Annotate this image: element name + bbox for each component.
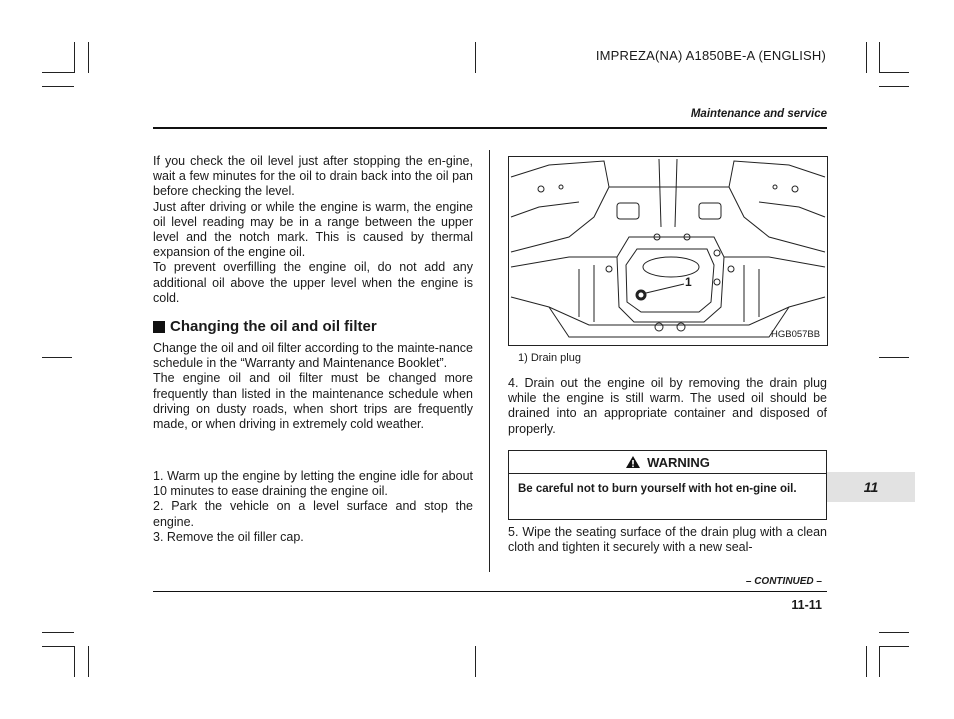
engine-underside-illustration (509, 157, 827, 345)
crop-mark (879, 646, 909, 647)
column-divider (489, 150, 490, 572)
crop-mark (879, 357, 909, 358)
callout-leader-line (646, 284, 684, 293)
chapter-tab: 11 (827, 472, 915, 502)
crop-mark (42, 86, 74, 87)
crop-mark (879, 646, 880, 677)
continued-label: – CONTINUED – (745, 576, 822, 587)
footer-rule (153, 591, 827, 592)
step-item: 2. Park the vehicle on a level surface and stop the engine. (153, 499, 473, 529)
crop-mark (879, 632, 909, 633)
crop-mark (42, 646, 74, 647)
crop-mark (42, 632, 74, 633)
callout-number: 1 (685, 275, 692, 289)
crop-mark (74, 42, 75, 73)
intro-paragraph: If you check the oil level just after stopping the en-gine, wait a few minutes for the oil to drain back into the oil pan before checking the level. (153, 154, 473, 199)
crop-mark (879, 42, 880, 73)
step-item: 4. Drain out the engine oil by removing the drain plug while the engine is still warm. The used oil should be drained into an appropriate container and disposed of properly. (508, 376, 827, 436)
engine-underside-figure (508, 156, 828, 346)
crop-mark (879, 72, 909, 73)
document-code: IMPREZA(NA) A1850BE-A (ENGLISH) (595, 48, 826, 63)
section-title: Maintenance and service (690, 108, 827, 120)
intro-paragraph: Just after driving or while the engine is warm, the engine oil level reading may be in a range between the upper level and the notch mark. This is caused by thermal expansion of the engine oil. (153, 199, 473, 260)
warning-box (508, 450, 827, 520)
section-heading (153, 318, 473, 335)
intro-text (153, 154, 473, 306)
crop-mark (88, 42, 89, 73)
warning-title: WARNING (647, 454, 710, 470)
warning-header (509, 451, 826, 474)
crop-mark (42, 357, 72, 358)
header-rule (153, 127, 827, 129)
section-text (153, 341, 473, 432)
crop-mark (74, 646, 75, 677)
crop-mark (475, 42, 476, 73)
crop-mark (42, 72, 74, 73)
crop-mark (879, 86, 909, 87)
crop-mark (475, 646, 476, 677)
crop-mark (866, 646, 867, 677)
page-number: 11-11 (791, 598, 822, 612)
crop-mark (866, 42, 867, 73)
section-paragraph: Change the oil and oil filter according to the mainte-nance schedule in the “Warranty and Maintenance Booklet”. (153, 341, 473, 371)
crop-mark (88, 646, 89, 677)
step-list (153, 469, 473, 545)
step-item: 1. Warm up the engine by letting the engine idle for about 10 minutes to ease draining the engine oil. (153, 469, 473, 499)
warning-triangle-icon (625, 455, 641, 469)
square-bullet-icon (153, 321, 165, 333)
warning-text: Be careful not to burn yourself with hot en-gine oil. (518, 483, 797, 495)
figure-caption: 1) Drain plug (518, 352, 581, 364)
step-item: 5. Wipe the seating surface of the drain plug with a clean cloth and tighten it securely with a new seal- (508, 525, 827, 555)
section-heading-text: Changing the oil and oil filter (170, 318, 377, 335)
step-item: 3. Remove the oil filler cap. (153, 529, 304, 544)
figure-code: HGB057BB (771, 329, 821, 340)
section-paragraph: The engine oil and oil filter must be changed more frequently than listed in the maintenance schedule when driving on dusty roads, when short trips are frequently made, or when driving in extremely cold weather. (153, 371, 473, 432)
intro-paragraph: To prevent overfilling the engine oil, do not add any additional oil above the upper level when the engine is cold. (153, 260, 473, 305)
